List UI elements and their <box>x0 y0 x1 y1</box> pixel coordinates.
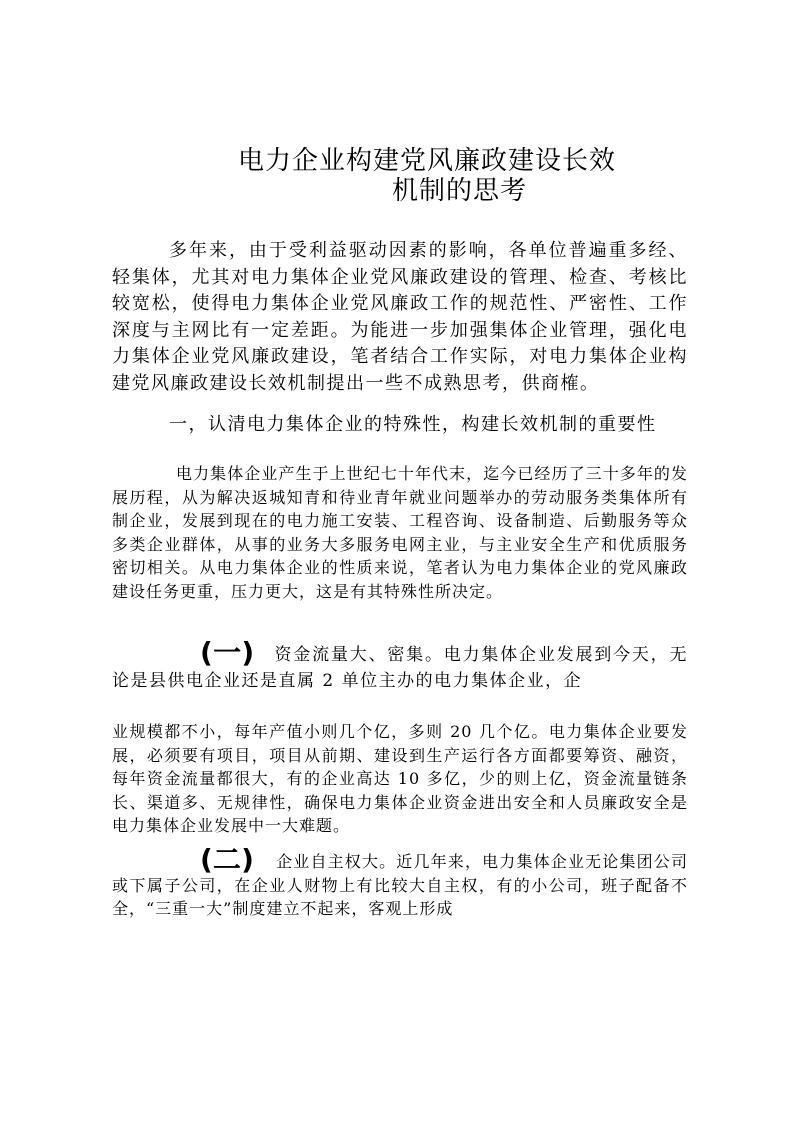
point-1-text: 资金流量大、密集。电力集体企业发展到今天，无论是县供电企业还是直属 2 单位主办的电力集体企业，企 <box>112 645 688 691</box>
point-2-text: 企业自主权大。近几年来，电力集体企业无论集团公司或下属子公司，在企业人财物上有比较大自主权，有的小公司，班子配备不全，“三重一大”制度建立不起来，客观上形成 <box>112 852 688 918</box>
document-title-line-2: 机制的思考 <box>392 176 528 206</box>
point-2-paragraph <box>112 843 688 921</box>
point-1-number: (一) <box>200 636 255 669</box>
intro-paragraph: 多年来，由于受利益驱动因素的影响，各单位普遍重多经、轻集体，尤其对电力集体企业党风廉政建设的管理、检查、考核比较宽松，使得电力集体企业党风廉政工作的规范性、严密性、工作深度与主网比有一定差距。为能进一步加强集体企业管理，强化电力集体企业党风廉政建设，笔者结合工作实际，对电力集体企业构建党风廉政建设长效机制提出一些不成熟思考，供商榷。 <box>112 240 688 394</box>
point-1-paragraph <box>112 636 688 694</box>
section-heading-1: 一，认清电力集体企业的特殊性，构建长效机制的重要性 <box>169 414 657 435</box>
point-2-number: (二) <box>200 843 254 876</box>
point-1-continuation: 业规模都不小，每年产值小则几个亿，多则 20 几个亿。电力集体企业要发展，必须要有项目，项目从前期、建设到生产运行各方面都要筹资、融资，每年资金流量都很大，有的企业高达 10 多亿，少的则上亿，资金流量链条长、渠道多、无规律性，确保电力集体企业资金进出安全和人员廉政安全是电力集体企业发展中一大难题。 <box>112 722 688 835</box>
background-paragraph: 电力集体企业产生于上世纪七十年代末，迄今已经历了三十多年的发展历程，从为解决返城知青和待业青年就业问题举办的劳动服务类集体所有制企业，发展到现在的电力施工安装、工程咨询、设备制造、后勤服务等众多类企业群体，从事的业务大多服务电网主业，与主业安全生产和优质服务密切相关。从电力集体企业的性质来说，笔者认为电力集体企业的党风廉政建设任务更重，压力更大，这是有其特殊性所决定。 <box>112 464 688 601</box>
document-title-line-1: 电力企业构建党风廉政建设长效 <box>238 146 617 176</box>
